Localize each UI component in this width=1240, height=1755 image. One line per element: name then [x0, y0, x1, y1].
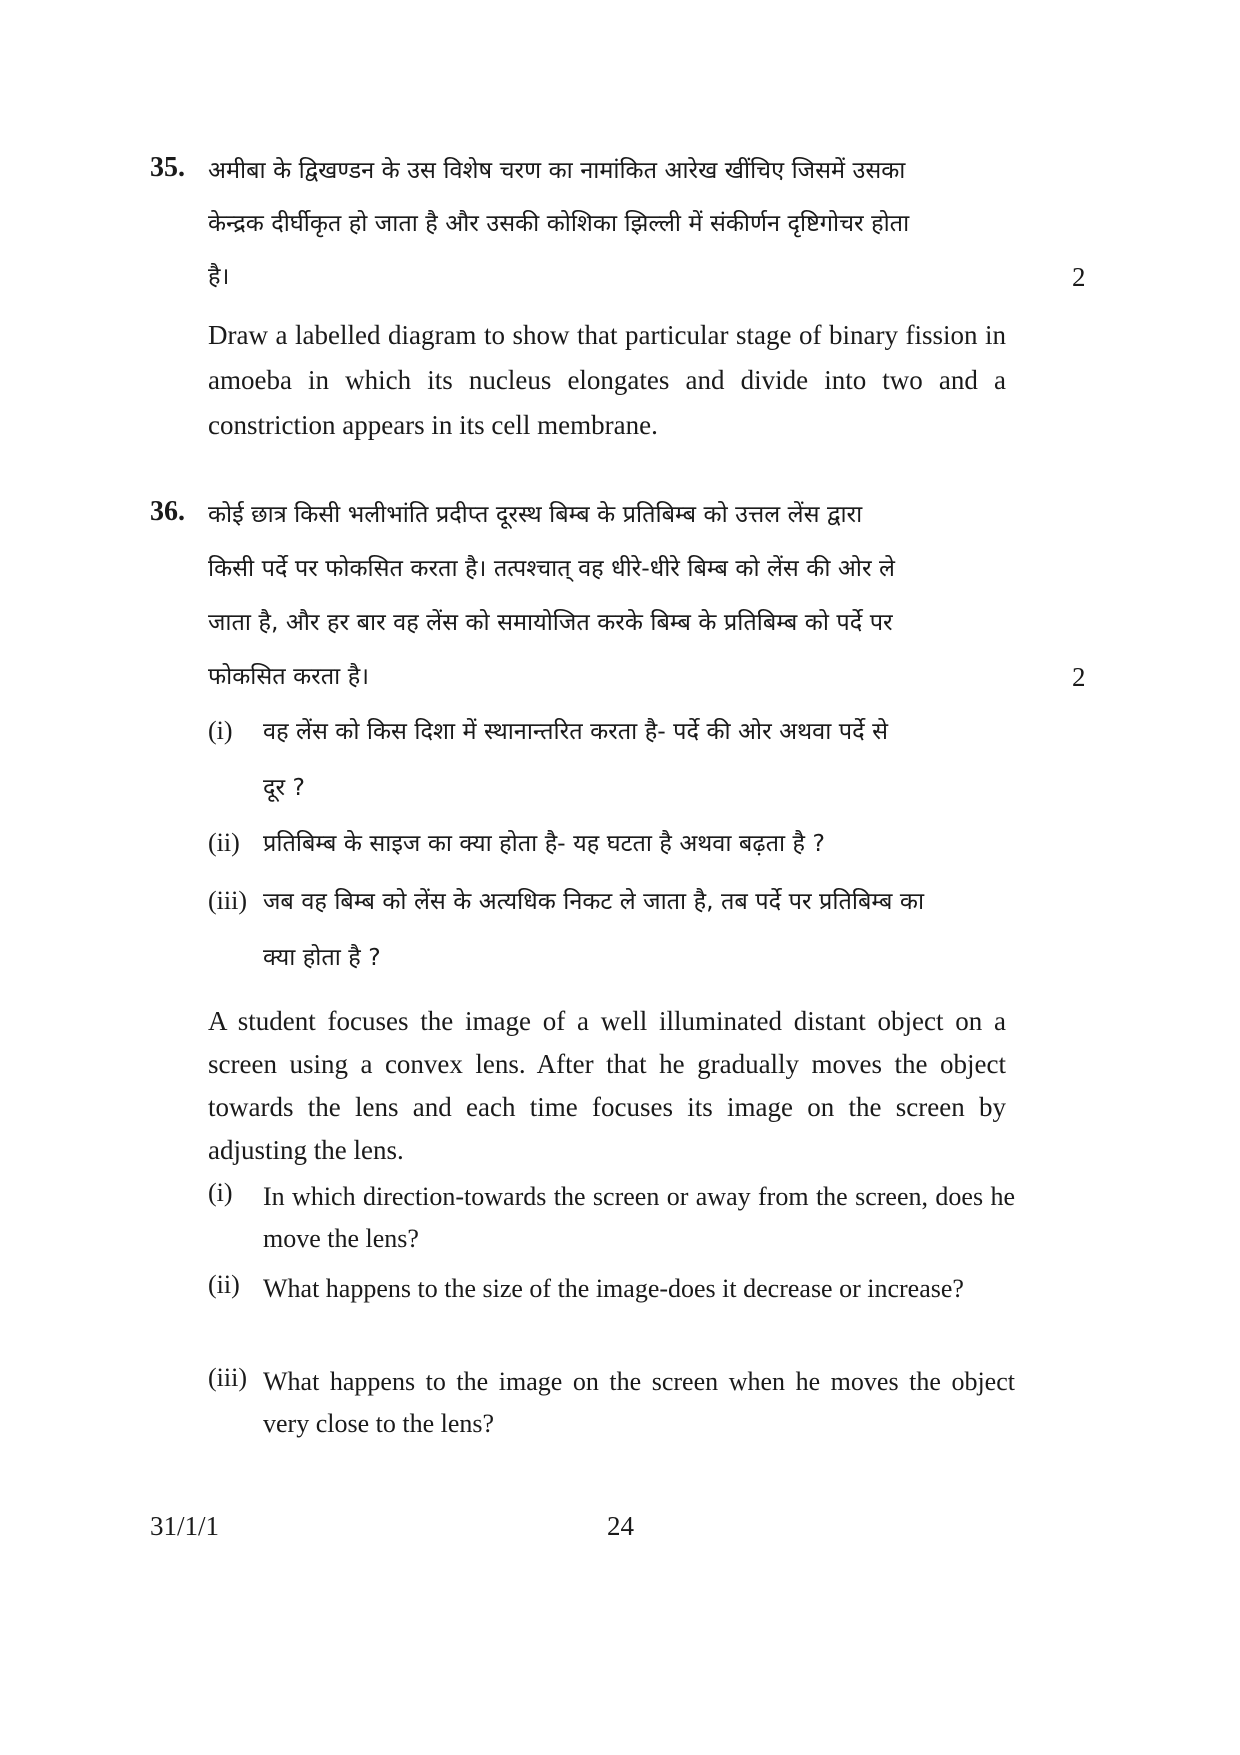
paper-code: 31/1/1 [150, 1511, 220, 1541]
question-36-number: 36. [150, 496, 185, 527]
question-36-english [208, 1000, 1006, 1172]
hindi-sub-ii-line-1: प्रतिबिम्ब के साइज का क्या होता है- यह घटता है अथवा बढ़ता है ? [263, 829, 825, 857]
question-36-hindi-line-3: जाता है, और हर बार वह लेंस को समायोजित करके बिम्ब के प्रतिबिम्ब को पर्दे पर [208, 608, 893, 636]
english-sub-label-iii: (iii) [208, 1363, 247, 1392]
question-35-english [208, 313, 1006, 448]
question-35-number: 35. [150, 152, 185, 183]
hindi-sub-iii-line-1: जब वह बिम्ब को लेंस के अत्यधिक निकट ले जाता है, तब पर्दे पर प्रतिबिम्ब का [263, 887, 925, 915]
question-36-english-text: A student focuses the image of a well illuminated distant object on a screen using a convex lens. After that he gradually moves the object towards the lens and each time focuses its image on the screen by adjusting the lens. [208, 1006, 1006, 1165]
question-35-hindi-line-2: केन्द्रक दीर्घीकृत हो जाता है और उसकी कोशिका झिल्ली में संकीर्णन दृष्टिगोचर होता [208, 209, 910, 237]
question-35-marks: 2 [1072, 262, 1086, 292]
question-36-hindi-line-2: किसी पर्दे पर फोकसित करता है। तत्पश्चात् वह धीरे-धीरे बिम्ब को लेंस की ओर ले [208, 554, 895, 582]
question-35-hindi-line-1: अमीबा के द्विखण्डन के उस विशेष चरण का नामांकित आरेख खींचिए जिसमें उसका [208, 156, 906, 184]
page-number: 24 [607, 1511, 634, 1541]
question-36-hindi-line-4: फोकसित करता है। [208, 662, 370, 690]
english-sub-label-i: (i) [208, 1178, 233, 1207]
hindi-sub-i-line-1: वह लेंस को किस दिशा में स्थानान्तरित करता है- पर्दे की ओर अथवा पर्दे से [263, 717, 888, 745]
question-35-hindi-line-3: है। [208, 262, 230, 290]
question-35-english-text: Draw a labelled diagram to show that particular stage of binary fission in amoeba in which its nucleus elongates and divide into two and a constriction appears in its cell membrane. [208, 320, 1006, 440]
question-36-marks: 2 [1072, 662, 1086, 692]
hindi-sub-iii-line-2: क्या होता है ? [263, 943, 381, 971]
hindi-sub-label-iii: (iii) [208, 886, 247, 915]
hindi-sub-i-line-2: दूर ? [263, 773, 306, 801]
question-36-hindi-line-1: कोई छात्र किसी भलीभांति प्रदीप्त दूरस्थ बिम्ब के प्रतिबिम्ब को उत्तल लेंस द्वारा [208, 500, 863, 528]
english-sub-iii-text: What happens to the image on the screen when he moves the object very close to the lens? [263, 1367, 1015, 1438]
english-sub-i-text: In which direction-towards the screen or away from the screen, does he move the lens? [263, 1182, 1015, 1253]
hindi-sub-label-i: (i) [208, 716, 233, 745]
english-sub-ii-text: What happens to the size of the image-does it decrease or increase? [263, 1274, 964, 1303]
hindi-sub-label-ii: (ii) [208, 828, 240, 857]
english-sub-label-ii: (ii) [208, 1270, 240, 1299]
